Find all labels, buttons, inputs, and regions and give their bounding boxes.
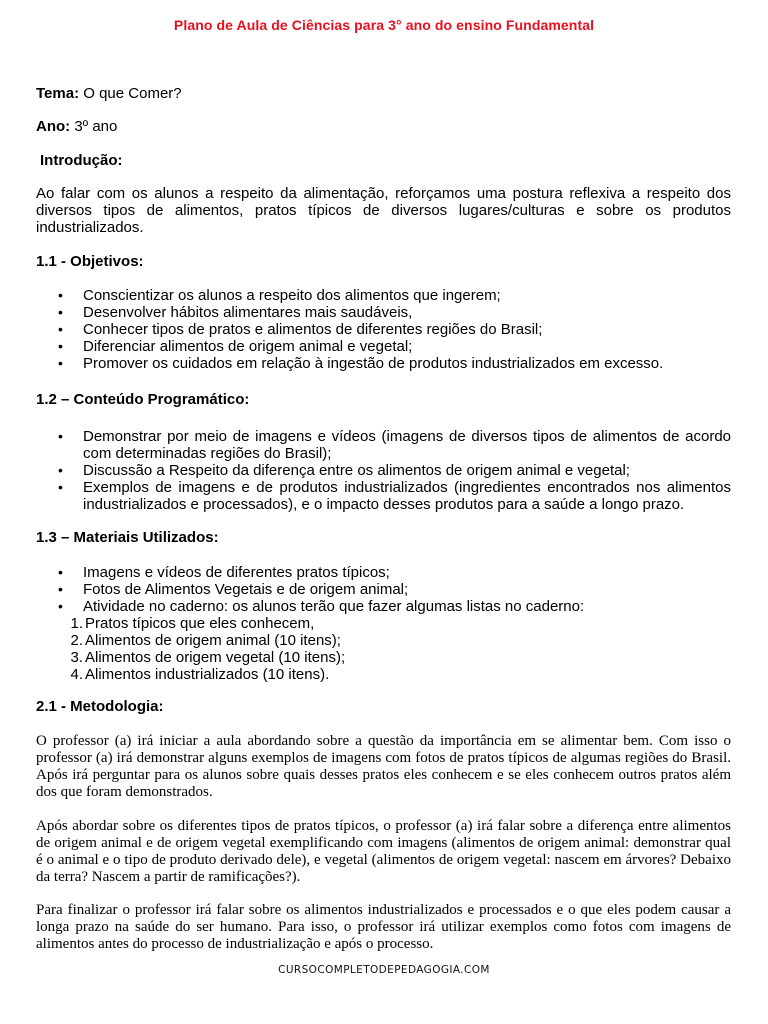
list-item: • Imagens e vídeos de diferentes pratos típicos; (36, 564, 731, 581)
metodologia-paragraph-2: Após abordar sobre os diferentes tipos de pratos típicos, o professor (a) irá falar sobre a diferença entre alimentos de origem animal e de origem vegetal exemplificando com imagens (alimentos de origem animal: demonstrar qual é o animal e o tipo de produto derivado dele), e vegetal (alimentos de origem vegetal: nascem em árvores? Debaixo da terra? Nascem a partir de ramificações?). (36, 818, 731, 885)
objetivos-heading: 1.1 - Objetivos: (36, 253, 144, 270)
item-text: Pratos típicos que eles conhecem, (85, 615, 315, 632)
materiais-numbered-list (36, 615, 731, 683)
metodologia-paragraph-3: Para finalizar o professor irá falar sobre os alimentos industrializados e processados e o que eles podem causar a longa prazo na saúde do ser humano. Para isso, o professor irá utilizar exemplos como fotos com imagens de alimentos antes do processo de industrialização e após o processo. (36, 902, 731, 952)
numbered-item (36, 649, 731, 666)
item-text: Alimentos de origem animal (10 itens); (85, 632, 341, 649)
numbered-item (36, 666, 731, 683)
ano-label: Ano: (36, 118, 71, 135)
materiais-heading: 1.3 – Materiais Utilizados: (36, 529, 219, 546)
materiais-block (36, 564, 731, 683)
document-title: Plano de Aula de Ciências para 3° ano do ensino Fundamental (173, 17, 595, 33)
numbered-item (36, 632, 731, 649)
item-text: Alimentos de origem vegetal (10 itens); (85, 649, 346, 666)
list-item: • Desenvolver hábitos alimentares mais saudáveis, (36, 304, 731, 321)
list-item: • Conscientizar os alunos a respeito dos alimentos que ingerem; (36, 287, 731, 304)
list-item: • Promover os cuidados em relação à ingestão de produtos industrializados em excesso. (36, 355, 731, 372)
item-number: 2. (70, 632, 83, 649)
intro-heading: Introdução: (40, 152, 123, 169)
list-item: • Diferenciar alimentos de origem animal e vegetal; (36, 338, 731, 355)
list-item: • Atividade no caderno: os alunos terão que fazer algumas listas no caderno: (36, 598, 731, 615)
list-item: • Exemplos de imagens e de produtos industrializados (ingredientes encontrados nos alimentos industrializados e processados), e o impacto desses produtos para a saúde a longo prazo. (36, 479, 731, 513)
metodologia-heading: 2.1 - Metodologia: (36, 698, 164, 715)
ano-value: 3º ano (74, 118, 118, 135)
tema-line (36, 85, 731, 102)
conteudo-list (36, 428, 731, 513)
item-number: 4. (70, 666, 83, 683)
materiais-list (36, 564, 731, 615)
ano-line (36, 118, 731, 135)
tema-value: O que Comer? (83, 85, 182, 102)
item-number: 3. (70, 649, 83, 666)
objetivos-list (36, 287, 731, 372)
intro-text: Ao falar com os alunos a respeito da alimentação, reforçamos uma postura reflexiva a respeito dos diversos tipos de alimentos, pratos típicos de diversos lugares/culturas e sobre os produtos industrializados. (36, 185, 731, 236)
footer-url: CURSOCOMPLETODEPEDAGOGIA.COM (278, 964, 490, 976)
item-text: Alimentos industrializados (10 itens). (85, 666, 330, 683)
list-item: • Demonstrar por meio de imagens e vídeos (imagens de diversos tipos de alimentos de acordo com determinadas regiões do Brasil); (36, 428, 731, 462)
item-number: 1. (70, 615, 83, 632)
list-item: • Fotos de Alimentos Vegetais e de origem animal; (36, 581, 731, 598)
conteudo-heading: 1.2 – Conteúdo Programático: (36, 391, 250, 408)
numbered-item (36, 615, 731, 632)
list-item: • Discussão a Respeito da diferença entre os alimentos de origem animal e vegetal; (36, 462, 731, 479)
metodologia-paragraph-1: O professor (a) irá iniciar a aula abordando sobre a questão da importância em se alimentar bem. Com isso o professor (a) irá demonstrar alguns exemplos de imagens com fotos de pratos típicos de algumas regiões do Brasil. Após irá perguntar para os alunos sobre quais desses pratos eles conhecem e se eles conhecem outros pratos além dos que foram demonstrados. (36, 733, 731, 800)
list-item: • Conhecer tipos de pratos e alimentos de diferentes regiões do Brasil; (36, 321, 731, 338)
tema-label: Tema: (36, 85, 80, 102)
